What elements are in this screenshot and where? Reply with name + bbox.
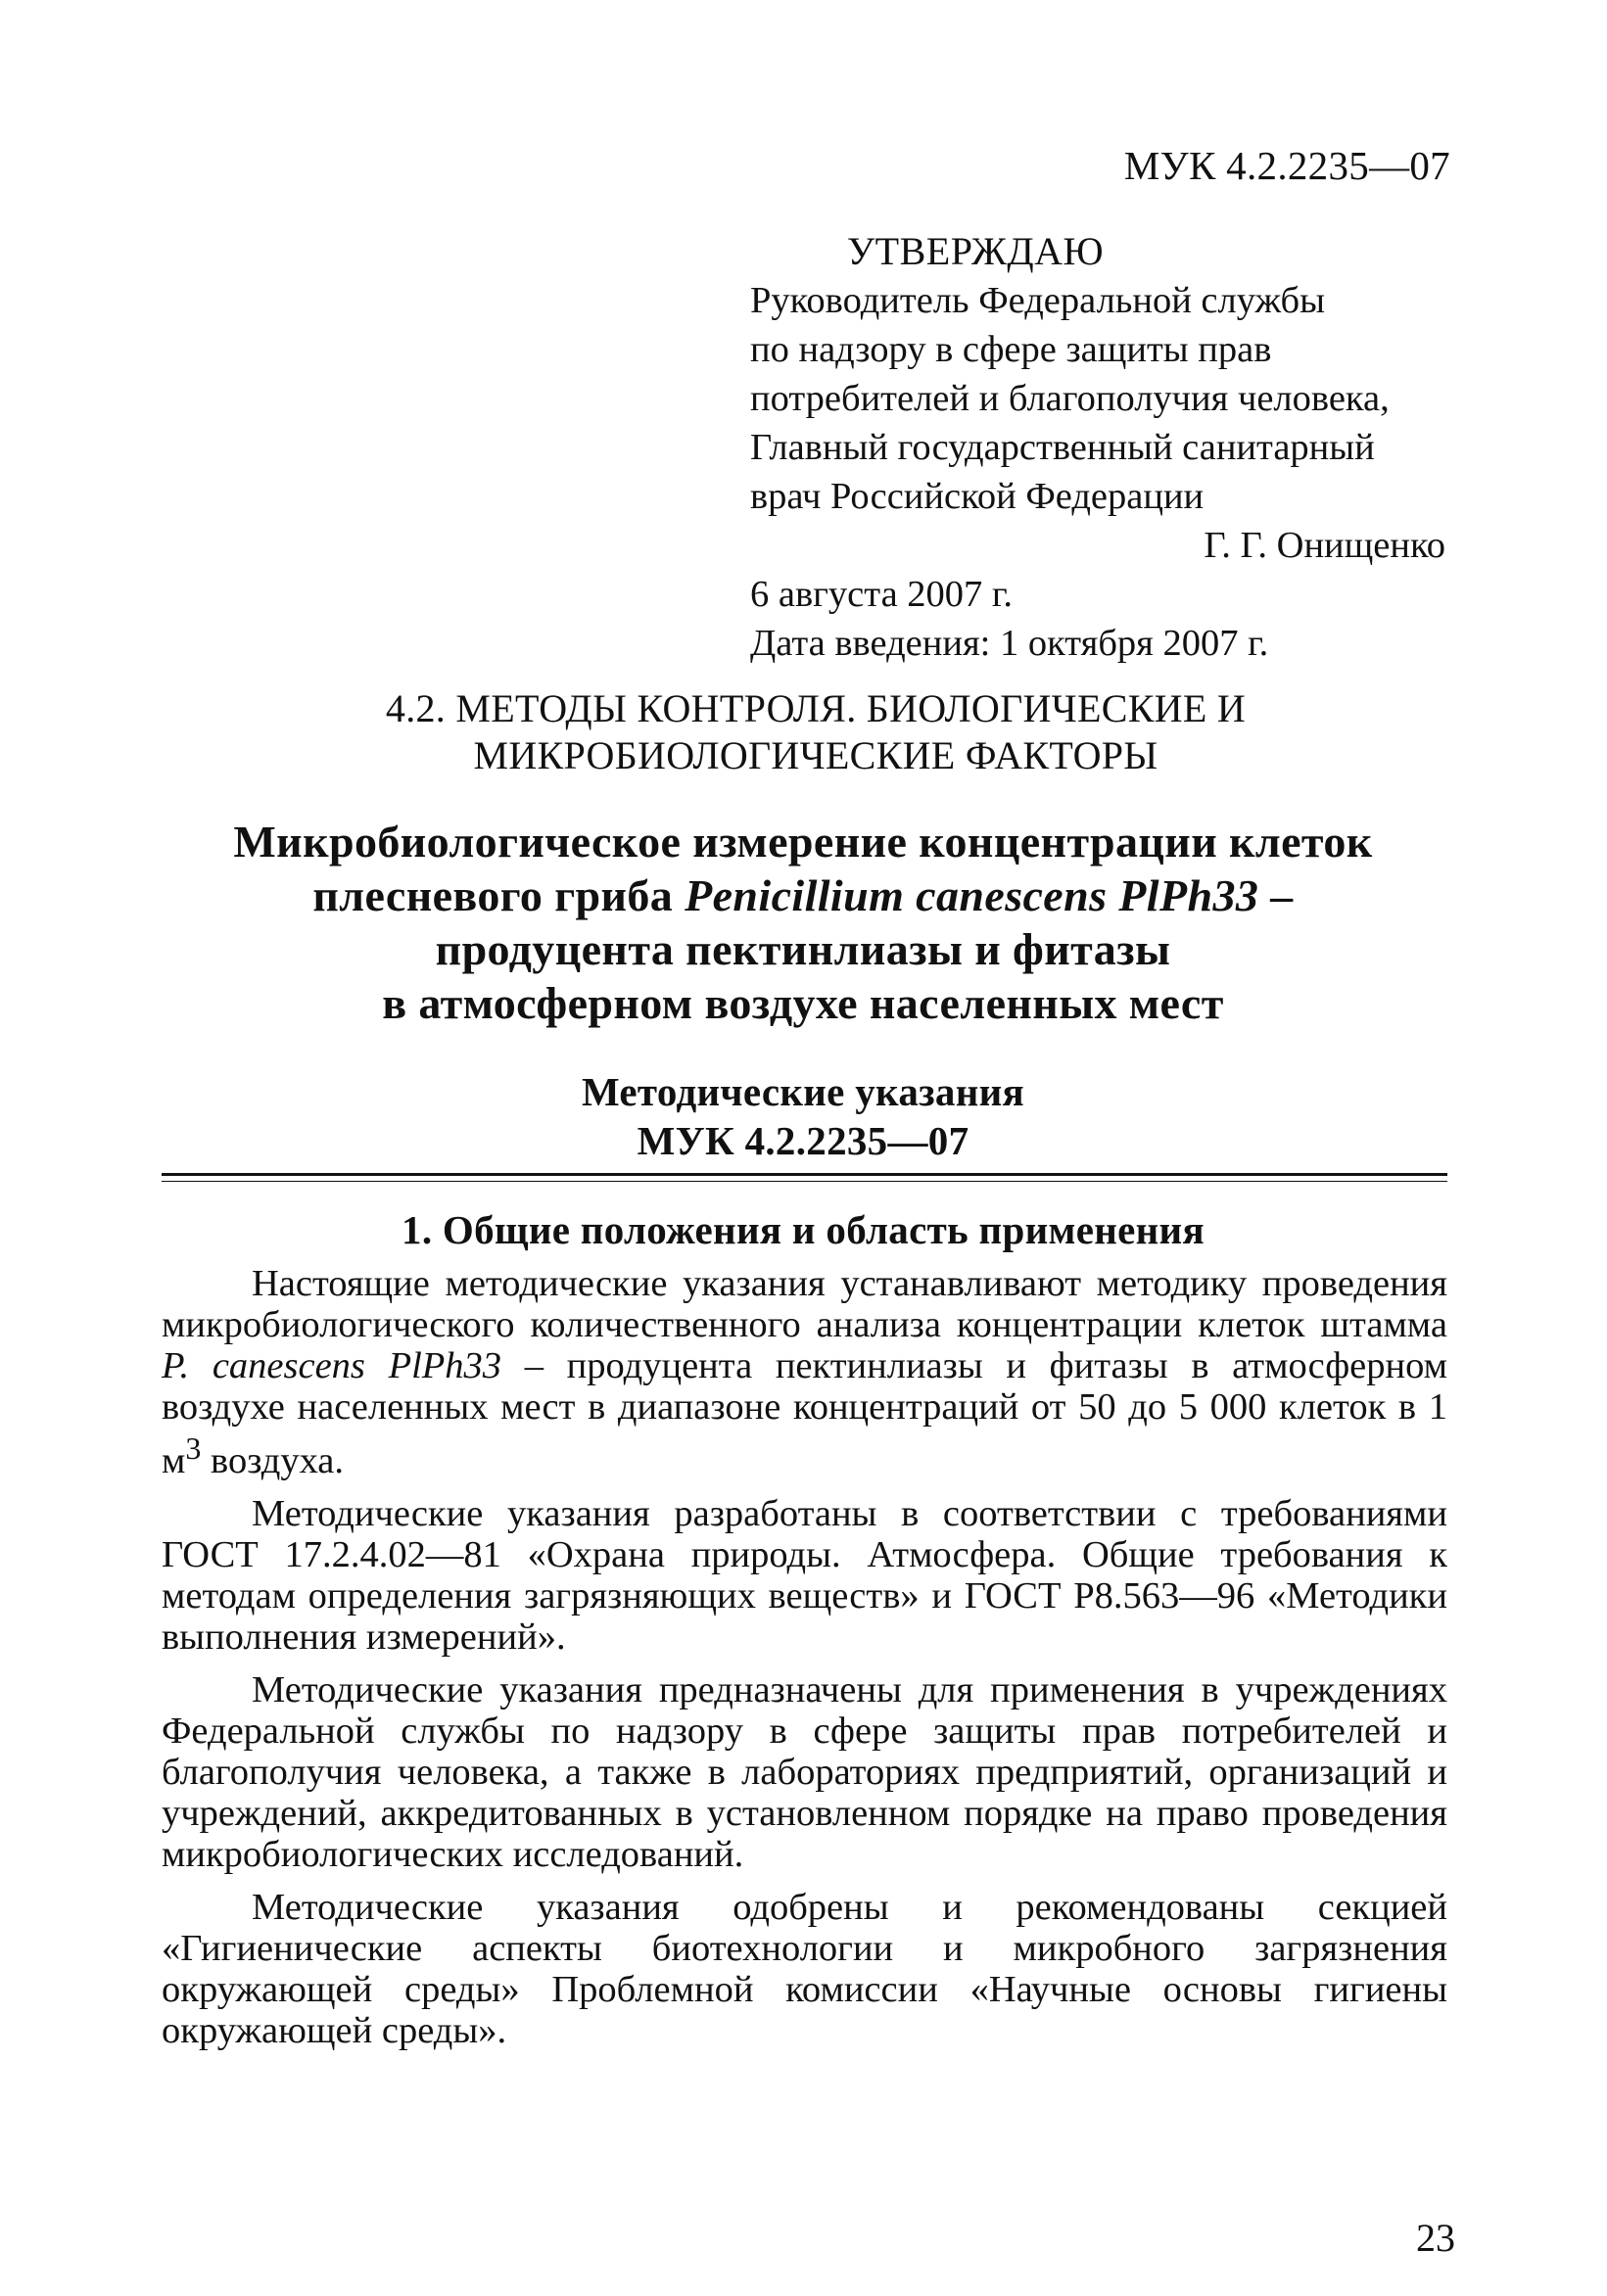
- section-1-body: [162, 1263, 1447, 2063]
- subtitle-line: Методические указания: [581, 1069, 1025, 1114]
- strain-name: P. canescens PlPh33: [162, 1345, 502, 1386]
- title-line: в атмосферном воздухе населенных мест: [382, 978, 1224, 1028]
- document-title: [118, 815, 1489, 1030]
- paragraph: Методические указания разработаны в соответствии с требованиями ГОСТ 17.2.4.02—81 «Охрана природы. Атмосфера. Общие требования к методам определения загрязняющих веществ» и ГОСТ Р8.563—96 «Методики выполнения измерений».: [162, 1492, 1447, 1658]
- introduction-date: Дата введения: 1 октября 2007 г.: [750, 623, 1269, 664]
- paragraph-text: – продуцента пектинлиазы и фитазы в атмосферном воздухе населенных мест в диапазоне концентраций от 50 до 5 000 клеток в 1 м: [162, 1345, 1447, 1481]
- approval-date: 6 августа 2007 г.: [750, 574, 1013, 615]
- section-heading-line: МИКРОБИОЛОГИЧЕСКИЕ ФАКТОРЫ: [473, 733, 1158, 777]
- title-line: Микробиологическое измерение концентрации клеток: [233, 817, 1373, 867]
- title-text: –: [1258, 870, 1294, 920]
- title-line: продуцента пектинлиазы и фитазы: [435, 924, 1171, 974]
- section-heading: [0, 685, 1607, 779]
- paragraph: Методические указания предназначены для применения в учреждениях Федеральной службы по надзору в сфере защиты прав потребителей и благополучия человека, а также в лабораториях предприятий, организаций и учреждений, аккредитованных в установленном порядке на право проведения микробиологических исследований.: [162, 1668, 1447, 1875]
- approval-signer: Г. Г. Онищенко: [1204, 525, 1445, 566]
- superscript: 3: [185, 1430, 202, 1466]
- approval-block: [750, 227, 1455, 668]
- approval-line: Главный государственный санитарный: [750, 427, 1375, 468]
- section-heading-line: 4.2. МЕТОДЫ КОНТРОЛЯ. БИОЛОГИЧЕСКИЕ И: [385, 686, 1247, 730]
- divider-rule: [162, 1181, 1447, 1182]
- page-number: 23: [1416, 2216, 1455, 2260]
- document-subtitle: [118, 1067, 1489, 1165]
- subtitle-code: МУК 4.2.2235—07: [637, 1118, 969, 1163]
- paragraph: [162, 1263, 1447, 1481]
- title-text: плесневого гриба: [312, 870, 685, 920]
- approval-line: врач Российской Федерации: [750, 476, 1205, 517]
- paragraph-text: Настоящие методические указания устанавливают методику проведения микробиологического количественного анализа концентрации клеток штамма: [162, 1263, 1447, 1345]
- approval-line: Руководитель Федеральной службы: [750, 280, 1326, 321]
- title-line: [118, 868, 1489, 922]
- approval-line: по надзору в сфере защиты прав: [750, 329, 1272, 370]
- paragraph: Методические указания одобрены и рекомендованы секцией «Гигиенические аспекты биотехнологии и микробного загрязнения окружающей среды» Проблемной комиссии «Научные основы гигиены окружающей среды».: [162, 1886, 1447, 2051]
- section-1-heading: 1. Общие положения и область применения: [402, 1207, 1205, 1252]
- divider-rule: [162, 1173, 1447, 1176]
- paragraph-text: воздуха.: [201, 1439, 345, 1481]
- document-code: МУК 4.2.2235—07: [1123, 143, 1450, 188]
- organism-name: Penicillium canescens PlPh33: [685, 870, 1259, 920]
- approval-line: потребителей и благополучия человека,: [750, 378, 1390, 419]
- approval-heading: УТВЕРЖДАЮ: [846, 229, 1105, 273]
